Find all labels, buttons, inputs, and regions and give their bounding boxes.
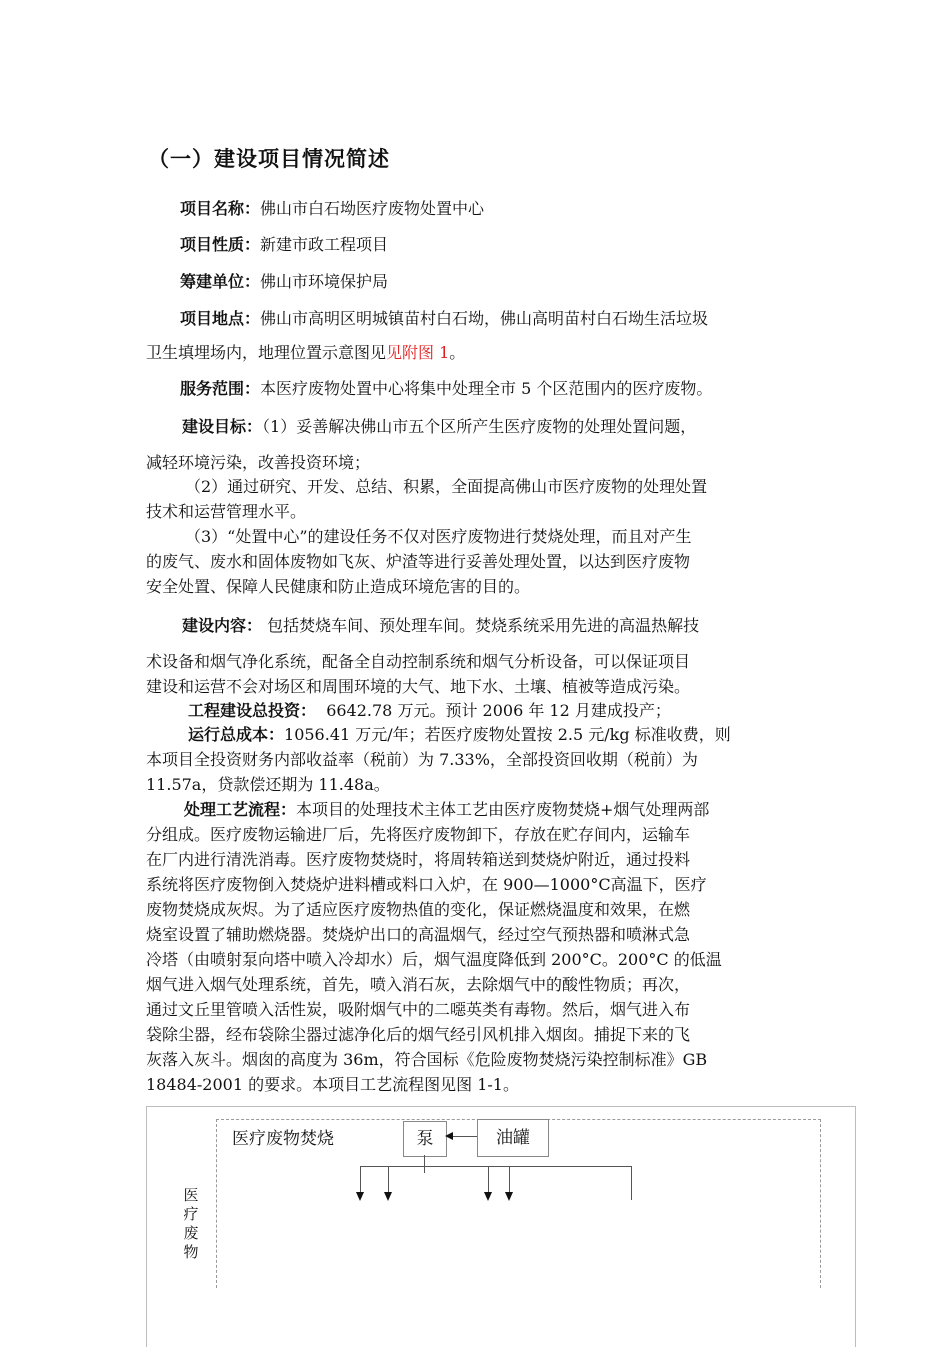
goal-text: （1）妥善解决佛山市五个区所产生医疗废物的处理处置问题， [262, 417, 697, 436]
pump-box [403, 1121, 447, 1157]
content-line3: 建设和运营不会对场区和周围环境的大气、地下水、土壤、植被等造成污染。 [146, 677, 691, 696]
section-title: （一）建设项目情况简述 [148, 147, 390, 171]
field-label: 建设内容： [182, 616, 263, 635]
process-line: 冷塔（由喷射泵向塔中喷入冷却水）后，烟气温度降低到 200°C。200°C 的低温 [146, 950, 722, 969]
cost-line2: 本项目全投资财务内部收益率（税前）为 7.33%，全部投资回收期（税前）为 [146, 750, 698, 769]
flow-line [424, 1155, 425, 1173]
goal-p2-line2: 技术和运营管理水平。 [146, 502, 307, 521]
process-line: 废物焚烧成灰烬。为了适应医疗废物热值的变化，保证燃烧温度和效果，在燃 [146, 900, 691, 919]
process-line1 [184, 797, 852, 822]
goal-p3-line1: （3）“处置中心”的建设任务不仅对医疗废物进行焚烧处理，而且对产生 [185, 527, 692, 546]
field-value: 佛山市白石坳医疗废物处置中心 [260, 199, 485, 218]
medical-waste-side-label: 医疗废物 [183, 1186, 199, 1261]
process-line: 在厂内进行清洗消毒。医疗废物焚烧时，将周转箱送到焚烧炉附近，通过投料 [146, 850, 691, 869]
content-line2: 术设备和烟气净化系统，配备全自动控制系统和烟气分析设备，可以保证项目 [146, 652, 691, 671]
field-project-name [180, 196, 848, 221]
arrow-down-icon [384, 1192, 392, 1201]
field-value: 新建市政工程项目 [260, 235, 389, 254]
process-line: 分组成。医疗废物运输进厂后，先将医疗废物卸下，存放在贮存间内，运输车 [146, 825, 691, 844]
location-line2 [146, 340, 814, 365]
flow-line [360, 1166, 632, 1167]
field-label: 项目名称： [180, 199, 261, 218]
location-text: 佛山市高明区明城镇苗村白石坳，佛山高明苗村白石坳生活垃圾 [260, 309, 709, 328]
flow-line [488, 1166, 489, 1192]
arrow-down-icon [484, 1192, 492, 1201]
field-label: 服务范围： [180, 379, 261, 398]
process-line: 袋除尘器，经布袋除尘器过滤净化后的烟气经引风机排入烟囱。捕捉下来的飞 [146, 1025, 691, 1044]
flow-line [388, 1166, 389, 1192]
content-line1 [182, 613, 850, 638]
field-organizer [180, 269, 848, 294]
location-line1 [180, 306, 848, 331]
incineration-group-label: 医疗废物焚烧 [232, 1129, 334, 1149]
goal-line2: 减轻环境污染，改善投资环境； [146, 453, 371, 472]
content-text: 包括焚烧车间、预处理车间。焚烧系统采用先进的高温热解技 [267, 616, 700, 635]
flow-line [360, 1166, 361, 1192]
cost-text: 1056.41 万元/年；若医疗废物处置按 2.5 元/kg 标准收费，则 [284, 725, 731, 744]
goal-p2-line1: （2）通过研究、开发、总结、积累，全面提高佛山市医疗废物的处理处置 [185, 477, 708, 496]
service-scope [180, 376, 848, 401]
goal-p3-line2: 的废气、废水和固体废物如飞灰、炉渣等进行妥善处理处置，以达到医疗废物 [146, 552, 691, 571]
flow-line [631, 1166, 632, 1200]
arrow-left-icon [445, 1132, 453, 1140]
location-text: 卫生填埋场内，地理位置示意图见 [146, 343, 387, 362]
field-value: 佛山市环境保护局 [260, 272, 389, 291]
process-line: 灰落入灰斗。烟囱的高度为 36m，符合国标《危险废物焚烧污染控制标准》GB [146, 1050, 708, 1069]
flow-line [452, 1136, 477, 1137]
appendix-link[interactable]: 见附图 1 [386, 343, 450, 362]
process-text: 本项目的处理技术主体工艺由医疗废物焚烧+烟气处理两部 [296, 800, 710, 819]
field-label: 处理工艺流程： [184, 800, 297, 819]
process-line: 烧室设置了辅助燃烧器。焚烧炉出口的高温烟气，经过空气预热器和喷淋式急 [146, 925, 691, 944]
arrow-down-icon [505, 1192, 513, 1201]
process-line: 系统将医疗废物倒入焚烧炉进料槽或料口入炉，在 900—1000°C高温下，医疗 [146, 875, 707, 894]
cost-line1 [188, 722, 856, 747]
process-line: 通过文丘里管喷入活性炭，吸附烟气中的二噁英类有毒物。然后，烟气进入布 [146, 1000, 691, 1019]
oil-tank-label: 油罐 [496, 1128, 530, 1148]
field-project-nature [180, 232, 848, 257]
oil-tank-box [477, 1119, 549, 1157]
flow-line [509, 1166, 510, 1192]
cost-line3: 11.57a，贷款偿还期为 11.48a。 [146, 775, 390, 794]
field-label: 筹建单位： [180, 272, 261, 291]
field-label: 项目性质： [180, 235, 261, 254]
field-label: 项目地点： [180, 309, 261, 328]
field-label: 建设目标： [182, 417, 263, 436]
location-text: 。 [449, 343, 466, 362]
field-label: 工程建设总投资： [188, 701, 317, 720]
process-line: 烟气进入烟气处理系统，首先，喷入消石灰，去除烟气中的酸性物质；再次， [146, 975, 691, 994]
goal-line1 [182, 414, 850, 439]
arrow-down-icon [356, 1192, 364, 1201]
process-line: 18484-2001 的要求。本项目工艺流程图见图 1-1。 [146, 1075, 519, 1094]
investment [188, 698, 856, 723]
pump-label: 泵 [416, 1129, 434, 1149]
goal-p3-line3: 安全处置、保障人民健康和防止造成环境危害的目的。 [146, 577, 531, 596]
field-label: 运行总成本： [188, 725, 285, 744]
service-text: 本医疗废物处置中心将集中处理全市 5 个区范围内的医疗废物。 [260, 379, 713, 398]
investment-text: 6642.78 万元。预计 2006 年 12 月建成投产； [326, 701, 671, 720]
